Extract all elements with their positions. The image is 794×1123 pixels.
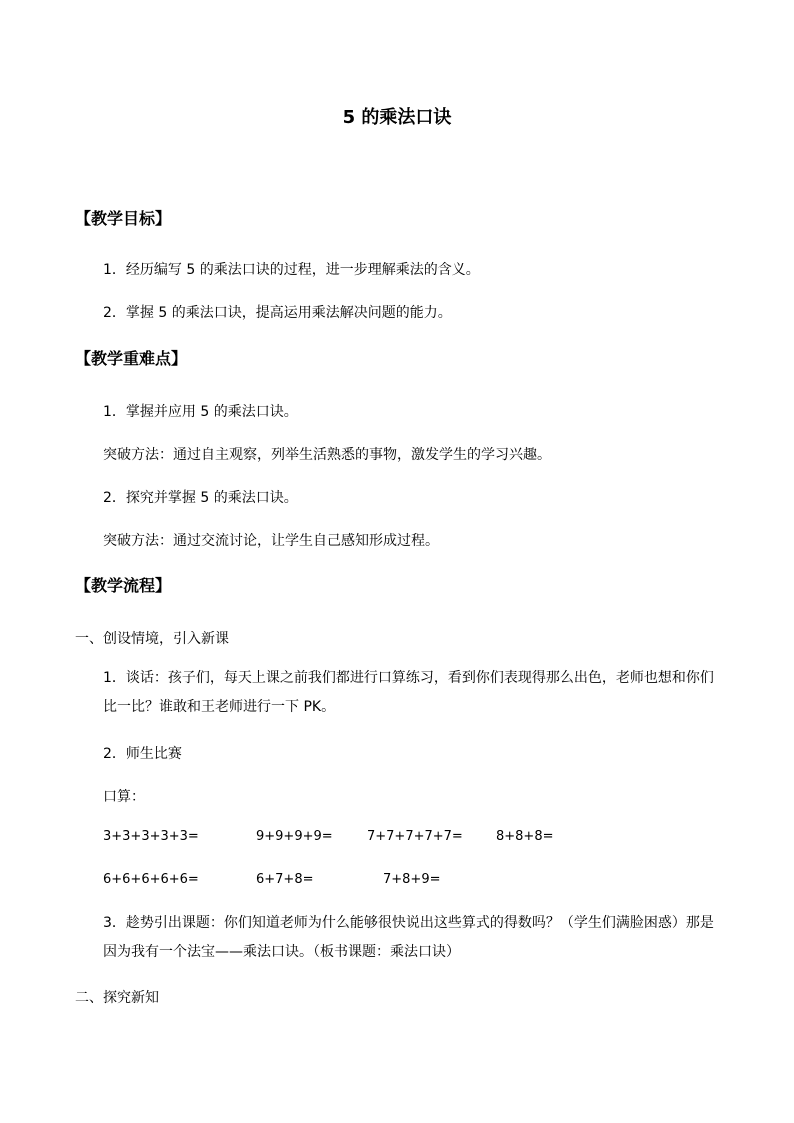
heading-teaching-process: 【教学流程】 [75,576,172,595]
goal-item-2: 2．掌握 5 的乘法口诀，提高运用乘法解决问题的能力。 [103,305,452,321]
paragraph-1: 1．谈话：孩子们，每天上课之前我们都进行口算练习，看到你们表现得那么出色，老师也想和你们比一比？谁敢和王老师进行一下 PK。 [103,670,714,715]
page-title: 5 的乘法口诀 [342,107,452,128]
arithmetic-item: 7+7+7+7+7= [367,829,463,844]
paragraph-2: 2．师生比赛 [103,746,182,762]
paragraph-3: 3．趁势引出课题：你们知道老师为什么能够很快说出这些算式的得数吗？（学生们满脸困惑）那是因为我有一个法宝——乘法口诀。（板书课题：乘法口诀） [103,915,714,960]
arithmetic-item: 9+9+9+9= [256,829,333,844]
arithmetic-item: 6+7+8= [256,872,314,887]
key-point-1-method: 突破方法：通过自主观察，列举生活熟悉的事物，激发学生的学习兴趣。 [103,447,551,463]
key-point-2: 2．探究并掌握 5 的乘法口诀。 [103,490,298,506]
arithmetic-item: 3+3+3+3+3= [103,829,199,844]
section-2-heading: 二、探究新知 [75,990,159,1006]
arithmetic-item: 6+6+6+6+6= [103,872,199,887]
goal-item-1: 1．经历编写 5 的乘法口诀的过程，进一步理解乘法的含义。 [103,262,480,278]
heading-key-points: 【教学重难点】 [75,349,188,368]
arithmetic-item: 7+8+9= [383,872,441,887]
paragraph-2-label: 口算： [103,789,145,805]
arithmetic-item: 8+8+8= [496,829,554,844]
section-1-heading: 一、创设情境，引入新课 [75,631,229,647]
key-point-2-method: 突破方法：通过交流讨论，让学生自己感知形成过程。 [103,533,439,549]
key-point-1: 1．掌握并应用 5 的乘法口诀。 [103,404,298,420]
heading-teaching-goals: 【教学目标】 [75,209,172,228]
